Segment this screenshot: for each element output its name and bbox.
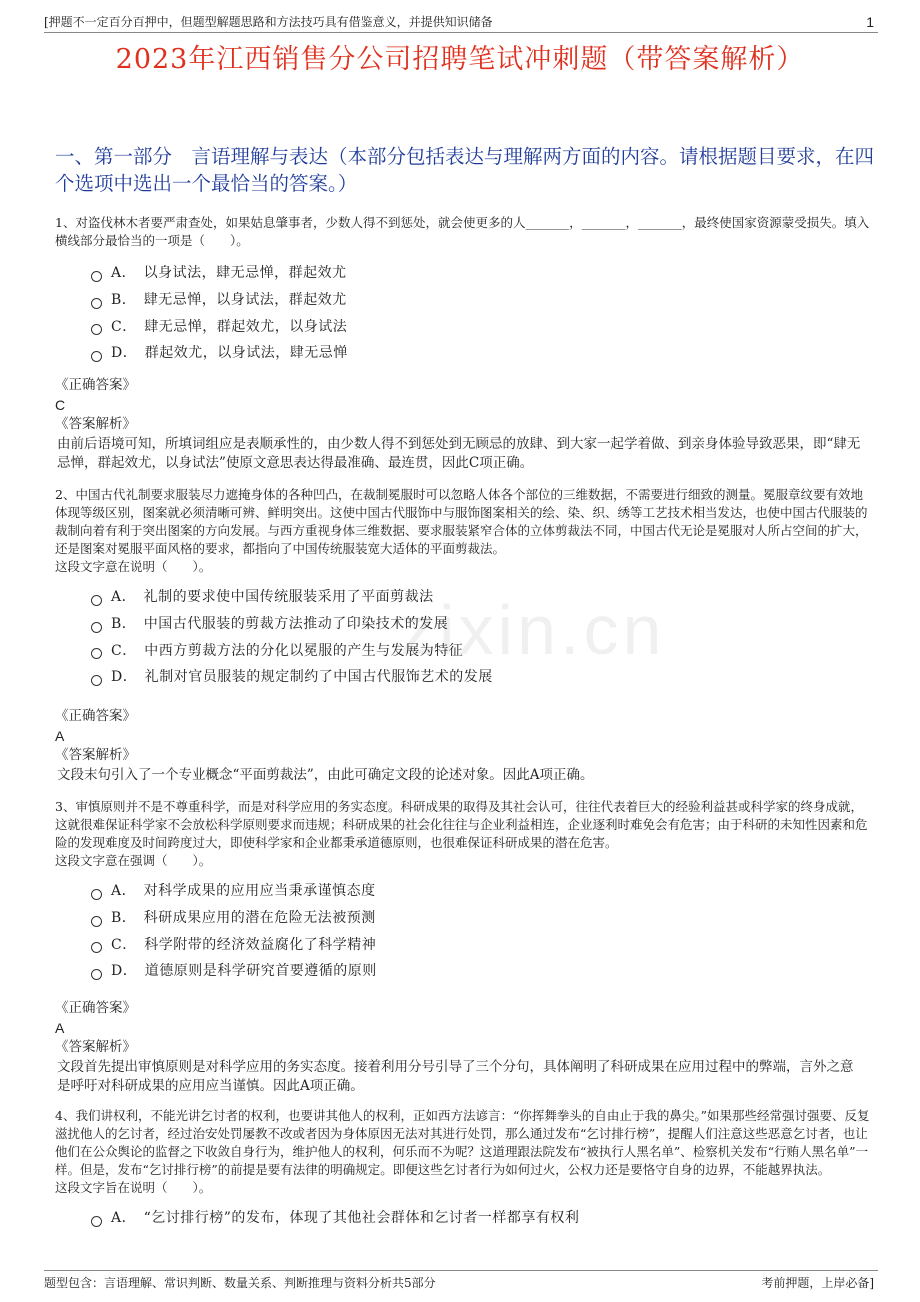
answer-block-3 <box>55 998 865 1096</box>
option-text: C． 科学附带的经济效益腐化了科学精神 <box>111 936 377 953</box>
option-text: A． 以身试法，肆无忌惮，群起效尤 <box>111 265 347 282</box>
footer-left: 题型包含：言语理解、常识判断、数量关系、判断推理与资料分析共5部分 <box>44 1276 436 1290</box>
answer-value: A <box>55 728 65 744</box>
radio-icon[interactable] <box>91 595 102 606</box>
option-b[interactable] <box>91 287 875 314</box>
option-list <box>91 584 875 691</box>
radio-icon[interactable] <box>91 675 102 686</box>
analysis-text: 由前后语境可知，所填词组应是表顺承性的，由少数人得不到惩处到无顾忌的放肆、到大家一起学着做、到亲身体验导致恶果，即“肆无忌惮，群起效尤，以身试法”使原文意思表达得最准确、最连贯，因此C项正确。 <box>57 436 861 471</box>
option-text: D． 礼制对官员服装的规定制约了中国古代服饰艺术的发展 <box>111 669 493 686</box>
question-4 <box>55 1107 875 1232</box>
option-text: A． “乞讨排行榜”的发布，体现了其他社会群体和乞讨者一样都享有权利 <box>111 1210 580 1227</box>
question-stem: 2、中国古代礼制要求服装尽力遮掩身体的各种凹凸，在裁制冕服时可以忽略人体各个部位的三维数据，不需要进行细致的测量。冕服章纹要有效地体现等级区别，图案就必须清晰可辨、鲜明突出。这使中国古代服饰中与服饰图案相关的绘、染、织、绣等工艺技术相当发达，也使中国古代服装的裁制向着有利于突出图案的方向发展。与西方重视身体三维数据、要求服装紧窄合体的立体剪裁法不同，中国古代无论是冕服对人所占空间的扩大，还是图案对冕服平面风格的要求，都指向了中国传统服装宽大适体的平面剪裁法。 <box>55 487 868 556</box>
analysis-label: 《答案解析》 <box>55 416 136 432</box>
option-d[interactable] <box>91 340 875 367</box>
radio-icon[interactable] <box>91 1216 102 1227</box>
radio-icon[interactable] <box>91 324 102 335</box>
option-list <box>91 1205 875 1232</box>
option-text: C． 中西方剪裁方法的分化以冕服的产生与发展为特征 <box>111 642 464 659</box>
page-header <box>44 12 878 33</box>
radio-icon[interactable] <box>91 969 102 980</box>
option-text: C． 肆无忌惮，群起效尤，以身试法 <box>111 318 348 335</box>
radio-icon[interactable] <box>91 916 102 927</box>
option-c[interactable] <box>91 931 875 958</box>
answer-label: 《正确答案》 <box>55 708 136 724</box>
option-b[interactable] <box>91 905 875 932</box>
radio-icon[interactable] <box>91 622 102 633</box>
radio-icon[interactable] <box>91 648 102 659</box>
document-title: 2023年江西销售分公司招聘笔试冲刺题（带答案解析） <box>115 44 805 75</box>
option-text: A． 对科学成果的应用应当秉承谨慎态度 <box>111 883 376 900</box>
radio-icon[interactable] <box>91 942 102 953</box>
answer-block-2 <box>55 706 865 785</box>
option-text: B． 肆无忌惮，以身试法，群起效尤 <box>111 292 347 309</box>
analysis-text: 文段末句引入了一个专业概念“平面剪裁法”，由此可确定文段的论述对象。因此A项正确。 <box>57 767 594 783</box>
option-text: B． 中国古代服装的剪裁方法推动了印染技术的发展 <box>111 616 449 633</box>
analysis-text: 文段首先提出审慎原则是对科学应用的务实态度。接着利用分号引导了三个分句，具体阐明了科研成果在应用过程中的弊端，言外之意是呼吁对科研成果的应用应当谨慎。因此A项正确。 <box>57 1059 854 1094</box>
radio-icon[interactable] <box>91 298 102 309</box>
option-a[interactable] <box>91 1205 875 1232</box>
question-prompt: 这段文字意在说明（ ）。 <box>55 559 212 574</box>
section-heading: 一、第一部分 言语理解与表达（本部分包括表达与理解两方面的内容。请根据题目要求，在四个选项中选出一个最恰当的答案。） <box>55 145 875 195</box>
page-number: 1 <box>866 14 874 30</box>
header-note: [押题不一定百分百押中，但题型解题思路和方法技巧具有借鉴意义，并提供知识储备 <box>44 15 493 29</box>
footer-right: 考前押题，上岸必备] <box>761 1276 874 1290</box>
option-list <box>91 260 875 367</box>
analysis-label: 《答案解析》 <box>55 747 136 763</box>
question-stem: 4、我们讲权利，不能光讲乞讨者的权利，也要讲其他人的权利，正如西方法谚言：“你挥舞拳头的自由止于我的鼻尖。”如果那些经常强讨强要、反复滋扰他人的乞讨者，经过治安处罚屡教不改或者因为身体原因无法对其进行处罚，那么通过发布“乞讨排行榜”，提醒人们注意这些恶意乞讨者，也让他们在公众舆论的监督之下收敛自身行为，维护他人的权利，何乐而不为呢？这道理跟法院发布“被执行人黑名单”、检察机关发布“行贿人黑名单”一样。但是，发布“乞讨排行榜”的前提是要有法律的明确规定。即便这些乞讨者行为如何过火，公权力还是要恪守自身的边界，不能越界执法。 <box>55 1108 870 1177</box>
option-a[interactable] <box>91 878 875 905</box>
option-list <box>91 878 875 985</box>
radio-icon[interactable] <box>91 889 102 900</box>
option-text: A． 礼制的要求使中国传统服装采用了平面剪裁法 <box>111 589 434 606</box>
option-a[interactable] <box>91 260 875 287</box>
option-c[interactable] <box>91 313 875 340</box>
answer-label: 《正确答案》 <box>55 1000 136 1016</box>
radio-icon[interactable] <box>91 271 102 282</box>
answer-label: 《正确答案》 <box>55 377 136 393</box>
answer-value: C <box>55 397 66 413</box>
option-text: D． 道德原则是科学研究首要遵循的原则 <box>111 963 377 980</box>
question-stem: 3、审慎原则并不是不尊重科学，而是对科学应用的务实态度。科研成果的取得及其社会认可，往往代表着巨大的经验利益甚或科学家的终身成就，这就很难保证科学家不会放松科学原则要求而违规；科研成果的社会化往往与企业利益相连，企业逐利时难免会有危害；由于科研的未知性因素和危险的发现难度及时间跨度过大，即使科学家和企业都秉承道德原则，也很难保证科研成果的潜在危害。 <box>55 799 868 850</box>
option-d[interactable] <box>91 664 875 691</box>
option-b[interactable] <box>91 611 875 638</box>
option-d[interactable] <box>91 958 875 985</box>
analysis-label: 《答案解析》 <box>55 1039 136 1055</box>
page-footer <box>44 1270 878 1293</box>
question-1 <box>55 214 875 367</box>
radio-icon[interactable] <box>91 351 102 362</box>
option-c[interactable] <box>91 637 875 664</box>
question-3 <box>55 798 875 985</box>
option-a[interactable] <box>91 584 875 611</box>
answer-block-1 <box>55 375 865 473</box>
question-prompt: 这段文字旨在说明（ ）。 <box>55 1180 212 1195</box>
option-text: D． 群起效尤，以身试法，肆无忌惮 <box>111 345 348 362</box>
watermark: zixin.cn <box>400 591 666 669</box>
option-text: B． 科研成果应用的潜在危险无法被预测 <box>111 910 376 927</box>
question-2 <box>55 486 875 691</box>
question-stem: 1、对盗伐林木者要严肃查处，如果姑息肇事者，少数人得不到惩处，就会使更多的人_______，_______，_______，最终使国家资源蒙受损失。填入横线部分最恰当的一项是（ ）。 <box>55 215 870 248</box>
question-prompt: 这段文字意在强调（ ）。 <box>55 853 212 868</box>
answer-value: A <box>55 1020 65 1036</box>
